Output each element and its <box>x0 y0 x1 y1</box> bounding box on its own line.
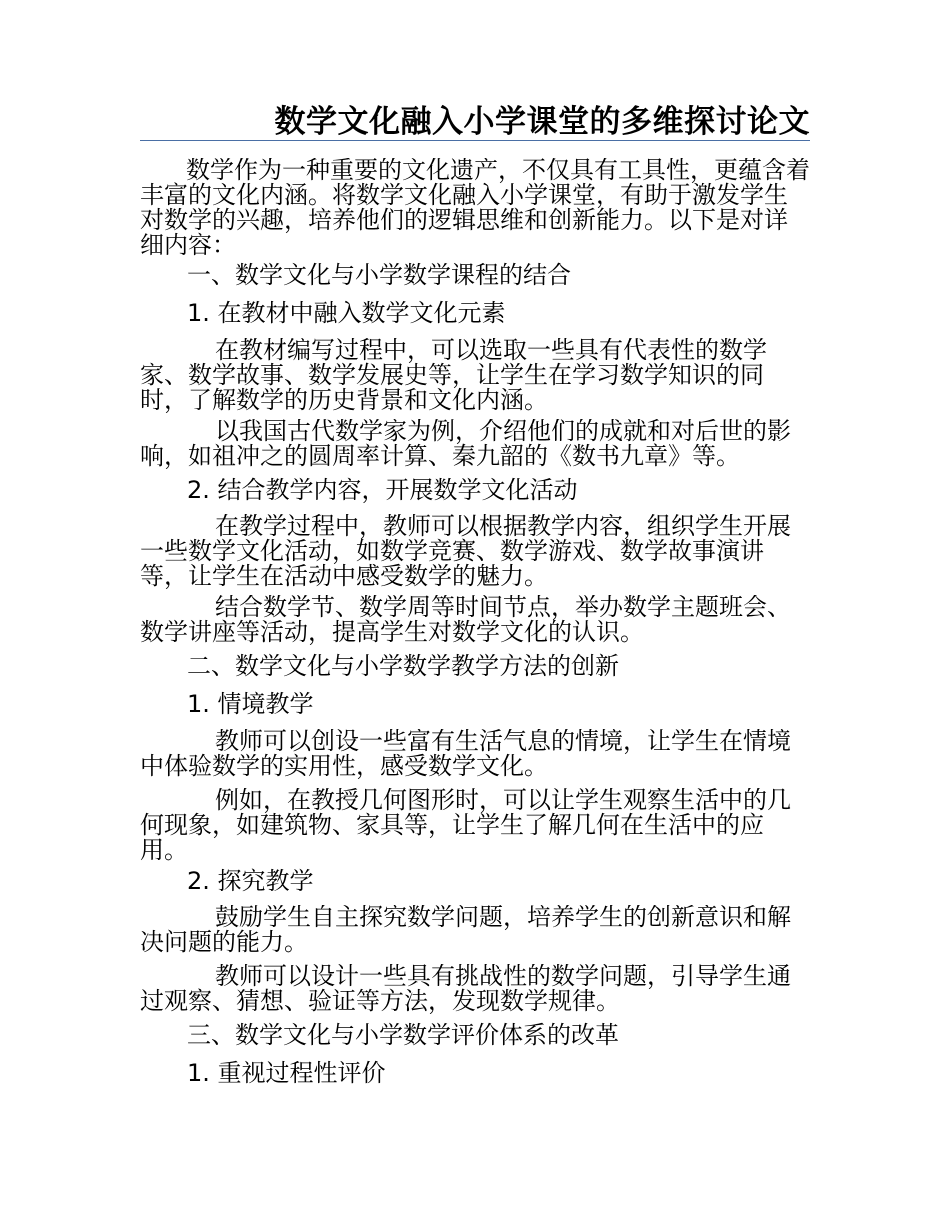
paragraph: 教师可以创设一些富有生活气息的情境，让学生在情境中体验数学的实用性，感受数学文化。 <box>140 729 791 779</box>
document-title: 数学文化融入小学课堂的多维探讨论文 <box>274 104 810 140</box>
section-heading: 二、数学文化与小学数学教学方法的创新 <box>187 652 619 680</box>
paragraph: 在教材编写过程中，可以选取一些具有代表性的数学家、数学故事、数学发展史等，让学生在学习数学知识的同时，了解数学的历史背景和文化内涵。 <box>140 338 767 413</box>
paragraph: 在教学过程中，教师可以根据教学内容，组织学生开展一些数学文化活动，如数学竞赛、数学游戏、数学故事演讲等，让学生在活动中感受数学的魅力。 <box>140 514 791 589</box>
title-underline <box>140 140 810 141</box>
section-heading: 三、数学文化与小学数学评价体系的改革 <box>187 1021 619 1049</box>
paragraph: 教师可以设计一些具有挑战性的数学问题，引导学生通过观察、猜想、验证等方法，发现数学规律。 <box>140 964 791 1014</box>
subsection-heading: 1. 情境教学 <box>187 690 314 718</box>
paragraph: 例如，在教授几何图形时，可以让学生观察生活中的几何现象，如建筑物、家具等，让学生了解几何在生活中的应用。 <box>140 788 791 863</box>
paragraph: 数学作为一种重要的文化遗产，不仅具有工具性，更蕴含着丰富的文化内涵。将数学文化融入小学课堂，有助于激发学生对数学的兴趣，培养他们的逻辑思维和创新能力。以下是对详细内容： <box>140 158 810 258</box>
subsection-heading: 1. 在教材中融入数学文化元素 <box>187 299 506 327</box>
paragraph: 鼓励学生自主探究数学问题，培养学生的创新意识和解决问题的能力。 <box>140 905 791 955</box>
subsection-heading: 1. 重视过程性评价 <box>187 1059 386 1087</box>
paragraph: 以我国古代数学家为例，介绍他们的成就和对后世的影响，如祖冲之的圆周率计算、秦九韶的《数书九章》等。 <box>140 419 791 469</box>
subsection-heading: 2. 结合教学内容，开展数学文化活动 <box>187 476 578 504</box>
section-heading: 一、数学文化与小学数学课程的结合 <box>187 261 571 289</box>
paragraph: 结合数学节、数学周等时间节点，举办数学主题班会、数学讲座等活动，提高学生对数学文化的认识。 <box>140 595 791 645</box>
subsection-heading: 2. 探究教学 <box>187 867 314 895</box>
